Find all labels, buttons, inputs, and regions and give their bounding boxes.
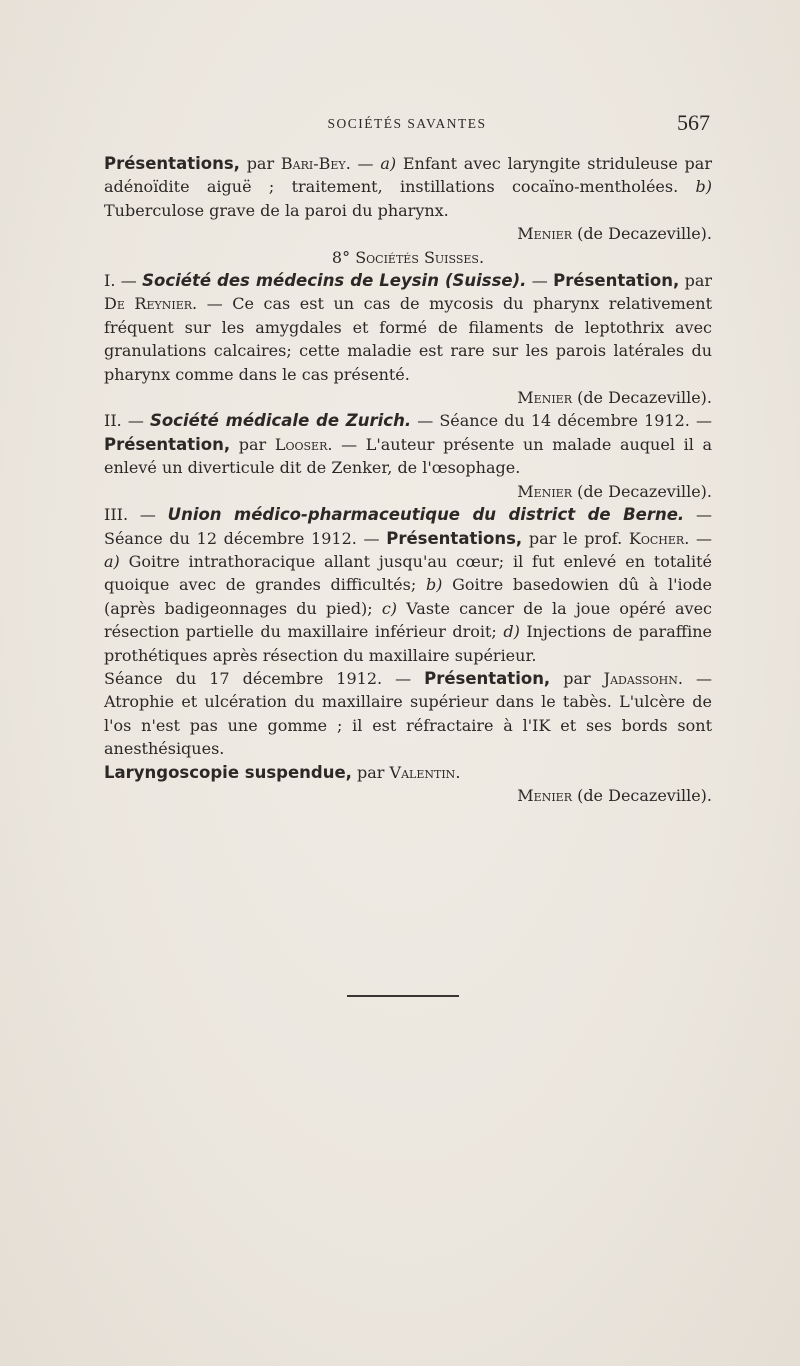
section-end-rule xyxy=(347,995,459,997)
paragraph-seance-17 xyxy=(104,667,712,761)
text: — Séance du 12 décembre 1912. — xyxy=(104,505,712,548)
signature xyxy=(104,480,712,503)
item-number: I. — xyxy=(104,271,143,291)
section-number: 8° xyxy=(331,247,356,267)
society-name: Union médico-pharmaceutique du district de Berne. xyxy=(167,505,685,525)
presentation-label: Présentations, xyxy=(104,154,240,173)
text: — xyxy=(526,271,554,291)
author-name: Jadassohn xyxy=(603,668,678,688)
signature-name: Menier xyxy=(517,785,572,805)
signature xyxy=(104,222,712,245)
text: Séance du 17 décembre 1912. — xyxy=(104,668,425,688)
enum-marker: a) xyxy=(380,154,397,173)
text: . — xyxy=(684,528,712,548)
text: . — L'auteur présente un malade auquel il a enlevé un diverticule dit de Zenker, de l'œsophage. xyxy=(104,434,713,478)
signature-name: Menier xyxy=(517,388,572,408)
paragraph-bari-bey xyxy=(104,152,712,222)
page-number: 567 xyxy=(677,110,710,135)
author-name: Bari-Bey xyxy=(280,154,346,173)
signature xyxy=(104,386,712,409)
signature-name: Menier xyxy=(517,224,572,244)
running-head: SOCIÉTÉS SAVANTES xyxy=(327,116,487,131)
signature-place: (de Decazeville). xyxy=(571,785,712,805)
presentation-label: Présentation, xyxy=(553,271,680,291)
enum-marker: b) xyxy=(695,177,712,197)
presentation-label: Présentations, xyxy=(386,528,523,548)
text: Enfant avec laryngite striduleuse par adénoïdite aiguë ; traitement, instillations cocaïno-mentholées. xyxy=(104,154,712,197)
author-name: Kocher xyxy=(628,528,685,548)
item-number: II. — xyxy=(104,411,150,431)
author-name: De Reynier xyxy=(104,294,193,314)
paragraph-laryngoscopie xyxy=(104,761,712,784)
text: . — Ce cas est un cas de mycosis du pharynx relativement fréquent sur les amygdales et formé de filaments de leptothrix avec granulations calcaires; cette maladie est rare sur les parois latérales du pharynx comme dans le cas présenté. xyxy=(104,294,712,384)
presentation-label: Présentation, xyxy=(104,434,231,454)
enum-marker: d) xyxy=(503,622,520,642)
society-name: Société médicale de Zurich. xyxy=(149,411,412,431)
text: par xyxy=(679,271,713,291)
paragraph-berne xyxy=(104,503,712,667)
presentation-label: Présentation, xyxy=(424,668,551,688)
text: — Séance du 14 décembre 1912. — xyxy=(411,411,712,431)
section-heading xyxy=(104,246,712,269)
signature-place: (de Decazeville). xyxy=(571,388,712,408)
text: par le prof. xyxy=(522,528,629,548)
author-name: Valentin xyxy=(389,762,456,782)
text: par xyxy=(550,668,604,688)
text: par xyxy=(351,762,390,782)
enum-marker: c) xyxy=(381,598,398,618)
text: . xyxy=(455,762,461,782)
author-name: Looser xyxy=(274,434,328,454)
section-title: Sociétés Suisses. xyxy=(355,247,485,267)
paragraph-leysin xyxy=(104,269,712,386)
signature-place: (de Decazeville). xyxy=(571,224,712,244)
society-name: Société des médecins de Leysin (Suisse). xyxy=(142,271,527,291)
signature xyxy=(104,784,712,807)
item-number: III. — xyxy=(104,505,168,525)
enum-marker: a) xyxy=(104,551,120,571)
text: Injections de paraffine prothétiques après résection du maxillaire supérieur. xyxy=(104,622,712,665)
paragraph-zurich xyxy=(104,409,712,479)
signature-place: (de Decazeville). xyxy=(571,481,712,501)
text: . — Atrophie et ulcération du maxillaire supérieur dans le tabès. L'ulcère de l'os n'est pas une gomme ; il est réfractaire à l'IK et ses bords sont anesthésiques. xyxy=(104,668,712,759)
text: . — xyxy=(345,154,381,173)
signature-name: Menier xyxy=(517,481,572,501)
text: Tuberculose grave de la paroi du pharynx. xyxy=(104,200,449,220)
text: Goitre basedowien dû à l'iode (après badigeonnages du pied); xyxy=(104,575,712,618)
text: Vaste cancer de la joue opéré avec résection partielle du maxillaire inférieur droit; xyxy=(104,598,713,642)
text: par xyxy=(239,154,281,173)
text: par xyxy=(230,434,275,454)
page-header xyxy=(104,110,710,140)
text: Goitre intrathoracique allant jusqu'au cœur; il fut enlevé en totalité quoique avec de grandes difficultés; xyxy=(104,551,712,595)
enum-marker: b) xyxy=(425,575,443,595)
presentation-label: Laryngoscopie suspendue, xyxy=(104,762,352,782)
article-body xyxy=(104,152,712,807)
